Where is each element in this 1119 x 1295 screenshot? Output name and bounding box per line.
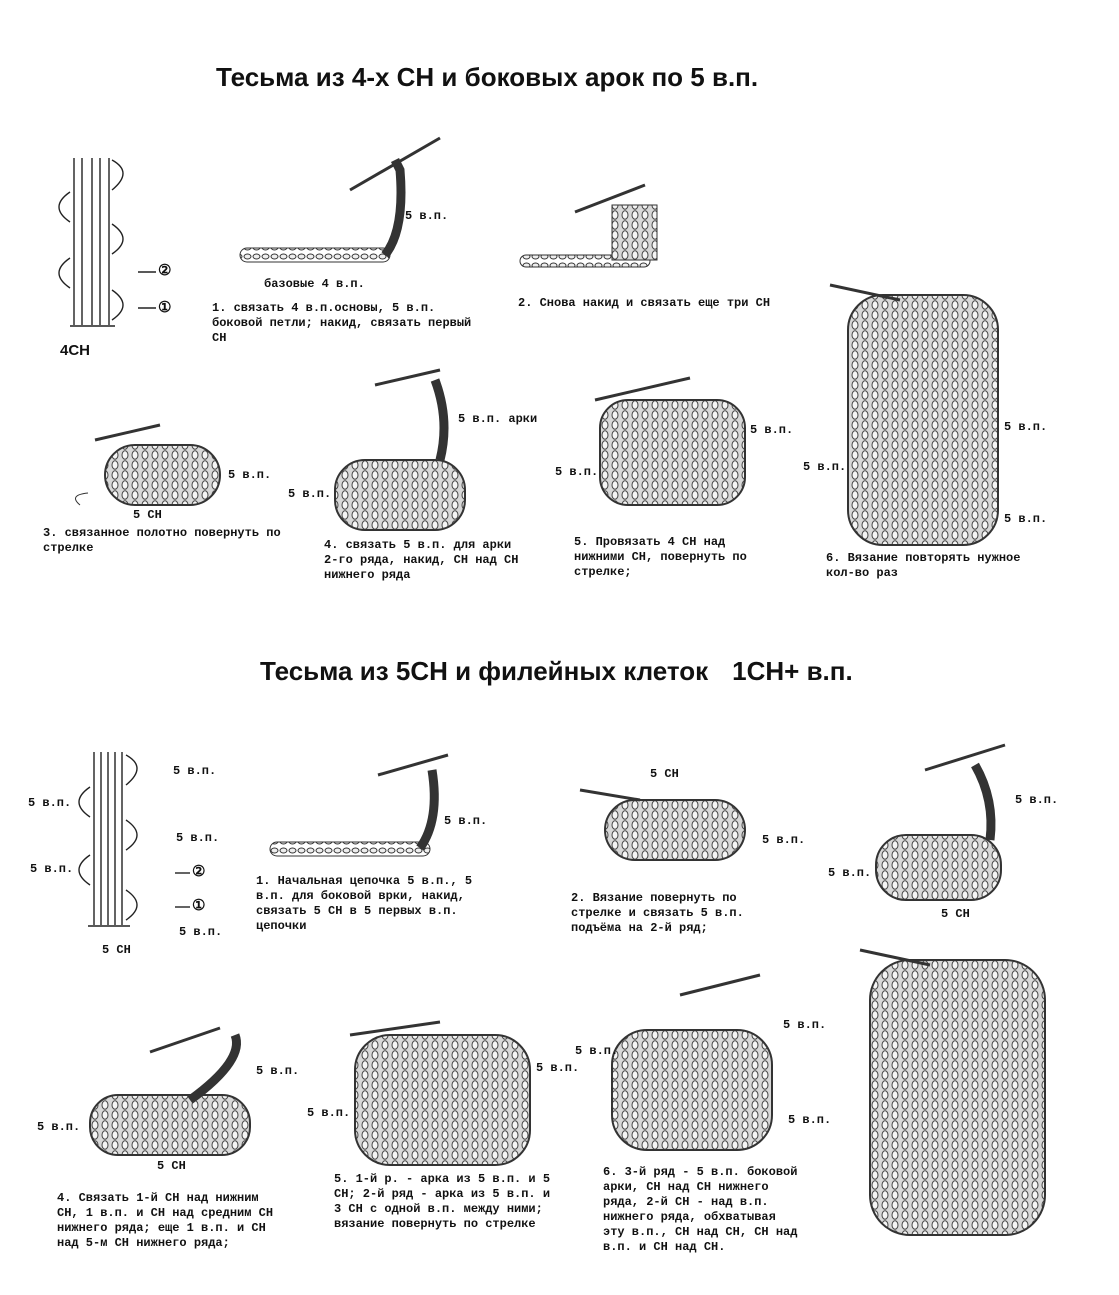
- scheme-4ch: [59, 158, 156, 326]
- s2-step6-label-left: 5 в.п.: [575, 1044, 619, 1058]
- s1-step3-label-5ch: 5 СН: [133, 508, 162, 522]
- s2-step1-label: 5 в.п.: [444, 814, 488, 828]
- illustration-s2-step3: [876, 745, 1005, 900]
- s2-step4-label-right: 5 в.п.: [256, 1064, 300, 1078]
- illustration-s2-step1: [270, 755, 448, 856]
- s2-scheme-label-top-right: 5 в.п.: [173, 764, 217, 778]
- s2-step6-label-right-bottom: 5 в.п.: [788, 1113, 832, 1127]
- page-title-1: Тесьма из 4-х СН и боковых арок по 5 в.п.: [216, 62, 759, 92]
- s1-step1-caption: 1. связать 4 в.п.основы, 5 в.п. боковой петли; накид, связать первый СН: [212, 301, 472, 345]
- illustration-s2-step5: [350, 1022, 530, 1165]
- s2-scheme-label-right3: 5 в.п.: [179, 925, 223, 939]
- s2-scheme-label-left2: 5 в.п.: [30, 862, 74, 876]
- marker-1: ①: [158, 299, 172, 316]
- s1-step3-caption: 3. связанное полотно повернуть по стрелке: [43, 526, 281, 555]
- s2-step3-label-right: 5 в.п.: [1015, 793, 1059, 807]
- s1-step4-caption: 4. связать 5 в.п. для арки 2-го ряда, накид, СН над СН нижнего ряда: [324, 538, 519, 582]
- s2-scheme-label-right2: 5 в.п.: [176, 831, 220, 845]
- s1-step1-label-base: базовые 4 в.п.: [264, 277, 365, 291]
- s1-step1-label-5vp: 5 в.п.: [405, 209, 449, 223]
- illustration-s1-step2: [520, 185, 657, 267]
- s2-step3-label-5ch: 5 СН: [941, 907, 970, 921]
- page-title-2-suffix: 1СН+ в.п.: [732, 656, 853, 686]
- scheme-label-4ch: 4СН: [60, 342, 91, 359]
- s2-marker-2: ②: [192, 863, 206, 880]
- illustration-s2-step4: [90, 1028, 250, 1155]
- illustration-s1-step6: [830, 285, 998, 545]
- s1-step4-label-arch: 5 в.п. арки: [458, 412, 538, 426]
- marker-2: ②: [158, 262, 172, 279]
- s1-step6-label-right-bottom: 5 в.п.: [1004, 512, 1048, 526]
- s2-step4-label-left: 5 в.п.: [37, 1120, 81, 1134]
- s2-step5-label-right: 5 в.п.: [536, 1061, 580, 1075]
- s1-step6-label-right-top: 5 в.п.: [1004, 420, 1048, 434]
- s1-step6-label-left: 5 в.п.: [803, 460, 847, 474]
- s2-step6-caption: 6. 3-й ряд - 5 в.п. боковой арки, СН над СН нижнего ряда, 2-й СН - над в.п. нижнего ряда, обхватывая эту в.п., СН над СН, СН над в.п. и СН над СН.: [603, 1165, 798, 1254]
- s1-step6-caption: 6. Вязание повторять нужное кол-во раз: [826, 551, 1021, 580]
- illustration-s2-step2: [580, 790, 745, 860]
- illustration-s1-step4: [335, 370, 465, 530]
- s2-marker-1: ①: [192, 897, 206, 914]
- page-title-2-main: Тесьма из 5СН и филейных клеток: [260, 656, 709, 686]
- illustration-s2-step6: [612, 975, 772, 1150]
- s2-step5-label-left: 5 в.п.: [307, 1106, 351, 1120]
- s2-step5-caption: 5. 1-й р. - арка из 5 в.п. и 5 СН; 2-й ряд - арка из 5 в.п. и 3 СН с одной в.п. между ними; вязание повернуть по стрелке: [334, 1172, 551, 1231]
- s2-step6-label-right-top: 5 в.п.: [783, 1018, 827, 1032]
- s2-step3-label-left: 5 в.п.: [828, 866, 872, 880]
- s2-step1-caption: 1. Начальная цепочка 5 в.п., 5 в.п. для боковой врки, накид, связать 5 СН в 5 первых в.п. цепочки: [256, 874, 473, 933]
- s2-step2-label-5vp: 5 в.п.: [762, 833, 806, 847]
- s2-scheme-label-left1: 5 в.п.: [28, 796, 72, 810]
- s1-step5-label-left: 5 в.п.: [555, 465, 599, 479]
- s2-step2-label-5ch: 5 СН: [650, 767, 679, 781]
- s1-step4-label-5vp: 5 в.п.: [288, 487, 332, 501]
- s1-step5-label-right: 5 в.п.: [750, 423, 794, 437]
- s2-step4-label-5ch: 5 СН: [157, 1159, 186, 1173]
- illustration-s2-final: [860, 950, 1045, 1235]
- s2-scheme-label-bottom: 5 СН: [102, 943, 131, 957]
- illustration-s1-step1: [240, 138, 440, 262]
- s1-step2-caption: 2. Снова накид и связать еще три СН: [518, 296, 771, 310]
- illustration-s1-step3: [76, 425, 221, 505]
- s2-step2-caption: 2. Вязание повернуть по стрелке и связать 5 в.п. подъёма на 2-й ряд;: [571, 891, 744, 935]
- s1-step5-caption: 5. Провязать 4 СН над нижними СН, повернуть по стрелке;: [574, 535, 747, 579]
- illustration-s1-step5: [595, 378, 745, 505]
- s2-step4-caption: 4. Связать 1-й СН над нижним СН, 1 в.п. и СН над средним СН нижнего ряда; еще 1 в.п. и СН над 5-м СН нижнего ряда;: [57, 1191, 274, 1250]
- s1-step3-label-5vp: 5 в.п.: [228, 468, 272, 482]
